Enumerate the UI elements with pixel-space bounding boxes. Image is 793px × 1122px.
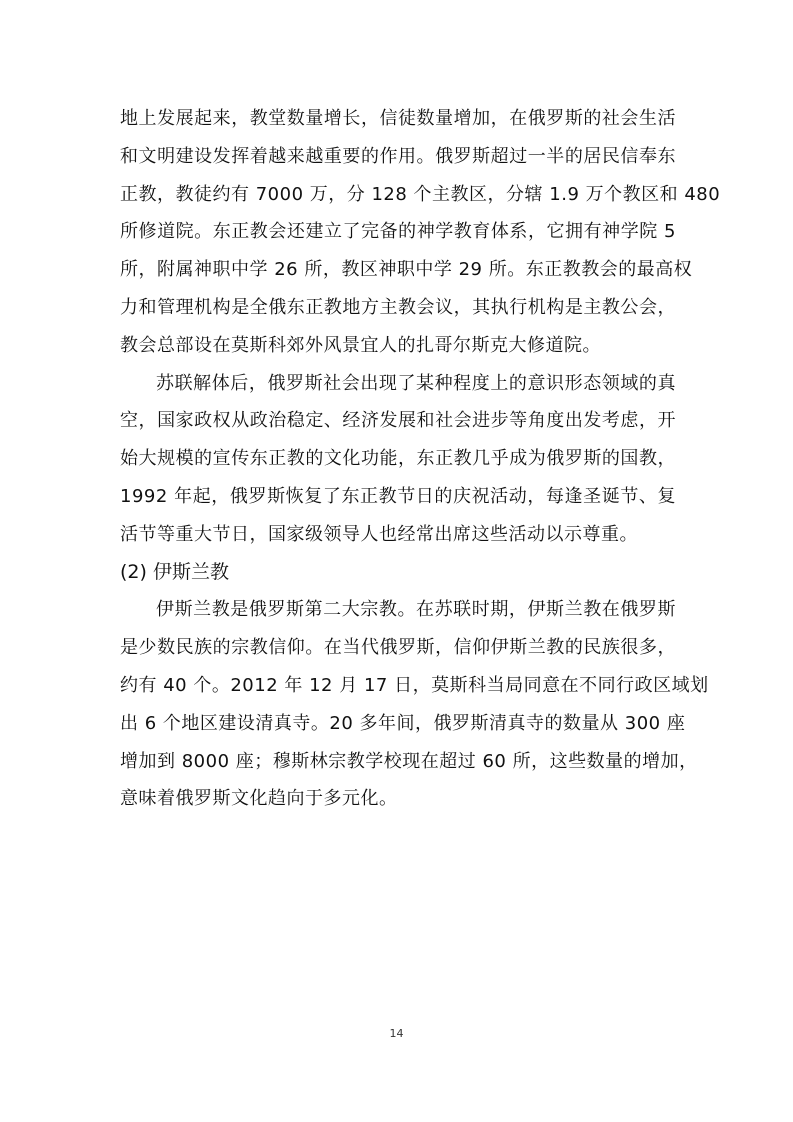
text-line: 教会总部设在莫斯科郊外风景宜人的扎哥尔斯克大修道院。 bbox=[120, 334, 601, 356]
text-line: 所修道院。东正教会还建立了完备的神学教育体系，它拥有神学院 5 bbox=[120, 221, 676, 243]
section-heading: (2) 伊斯兰教 bbox=[120, 560, 229, 583]
text-line: 始大规模的宣传东正教的文化功能，东正教几乎成为俄罗斯的国教， bbox=[120, 448, 676, 470]
text-line: 活节等重大节日，国家级领导人也经常出席这些活动以示尊重。 bbox=[120, 523, 638, 545]
text-line: 和文明建设发挥着越来越重要的作用。俄罗斯超过一半的居民信奉东 bbox=[120, 145, 676, 167]
paragraph-continued bbox=[120, 100, 721, 365]
paragraph-soviet bbox=[120, 365, 676, 554]
text-line: 力和管理机构是全俄东正教地方主教会议，其执行机构是主教公会， bbox=[120, 296, 676, 318]
text-line: 苏联解体后，俄罗斯社会出现了某种程度上的意识形态领域的真 bbox=[156, 372, 676, 394]
text-line: 增加到 8000 座；穆斯林宗教学校现在超过 60 所，这些数量的增加， bbox=[120, 750, 698, 772]
text-line: 约有 40 个。2012 年 12 月 17 日，莫斯科当局同意在不同行政区域划 bbox=[120, 674, 709, 696]
text-line: 伊斯兰教是俄罗斯第二大宗教。在苏联时期，伊斯兰教在俄罗斯 bbox=[156, 599, 676, 621]
text-line: 空，国家政权从政治稳定、经济发展和社会进步等角度出发考虑，开 bbox=[120, 410, 676, 432]
text-line: 1992 年起，俄罗斯恢复了东正教节日的庆祝活动，每逢圣诞节、复 bbox=[120, 485, 676, 507]
text-line: 意味着俄罗斯文化趋向于多元化。 bbox=[120, 788, 398, 810]
page-number: 14 bbox=[389, 1027, 404, 1040]
text-line: 所，附属神职中学 26 所，教区神职中学 29 所。东正教教会的最高权 bbox=[120, 259, 693, 281]
text-line: 正教，教徒约有 7000 万，分 128 个主教区，分辖 1.9 万个教区和 480 bbox=[120, 183, 721, 205]
text-line: 出 6 个地区建设清真寺。20 多年间，俄罗斯清真寺的数量从 300 座 bbox=[120, 712, 686, 734]
paragraph-islam bbox=[120, 591, 709, 818]
text-line: 是少数民族的宗教信仰。在当代俄罗斯，信仰伊斯兰教的民族很多， bbox=[120, 637, 676, 659]
body-text bbox=[120, 100, 721, 818]
text-line: 地上发展起来，教堂数量增长，信徒数量增加，在俄罗斯的社会生活 bbox=[120, 108, 676, 129]
